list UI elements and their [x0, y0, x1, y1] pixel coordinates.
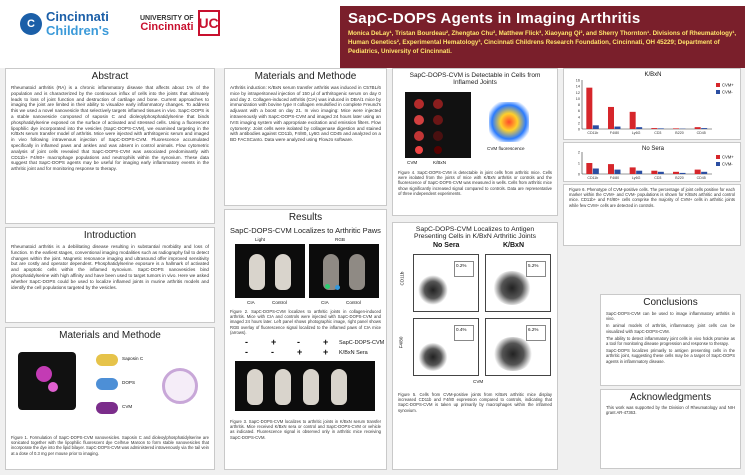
mouse-3 [303, 369, 319, 405]
flow-plot-kbxn-cd11b [485, 254, 551, 312]
x-tick-label: CD45 [696, 176, 706, 180]
results-panel [224, 209, 387, 470]
pm-row1-4: + [323, 337, 329, 348]
bar [630, 167, 636, 174]
bar [658, 128, 664, 129]
cch-logo-line2: Children's [46, 23, 110, 38]
abstract-text: Rheumatoid arthritis (RA) is a chronic inflammatory disease that affects about 1% of the population and is characterized by the continuous influx of cells into the joints that ultimately leads to loss of joint function and destruction of cartilage and bone. Current approaches to imaging the joint are limited in their ability to visualize early inflammatory changes. To address this we used a novel nanovesicle that selectively targets inflamed tissues in vivo. SapC-DOPS is a stable nanovesicle composed of saposin C and dioleoylphosphatidylserine that binds phosphatidylserine exposed on the surface of activated and stressed cells. Using a fluorescent lipophilic dye incorporated into the vesicles (SapC-DOPS-CVM), we examined targeting in the K/BxN serum transfer model of arthritis. Mice were injected with arthritogenic serum and imaged in vivo following intravenous injection of SapC-DOPS-CVM. Fluorescence accumulated specifically in inflamed paws and ankles and was absent in control animals. Flow cytometric analysis of joint cells revealed that SapC-DOPS-CVM was associated predominantly with CD11b+ F4/80+ macrophage populations and neutrophils within the synovium. These data suggest that SapC-DOPS agents may be useful for imaging early inflammatory events in the arthritic joint and for monitoring response to therapy. [11, 85, 209, 172]
cincinnati-childrens-logo [20, 10, 109, 38]
y-tick-label: 6 [577, 109, 580, 114]
bar [680, 173, 686, 174]
pm-row1-2: + [271, 337, 277, 348]
x-tick-label: CD3 [654, 176, 662, 180]
y-tick-label: 4 [577, 115, 580, 120]
figure6-caption-panel [563, 184, 741, 246]
figure1-caption: Figure 1. Formulation of SapC-DOPS-CVM nanovesicles. Saposin C and dioleoylphosphatidylserine are sonicated together with the lipophilic fluorescent dye CellVue Maroon to form stable nanovesicles that incorporate the dye into the lipid bilayer. SapC-DOPS-CVM was administered intravenously via the tail vein at a dose of 0.3 mg per mouse prior to imaging. [11, 435, 209, 456]
kbxn-photo [235, 361, 375, 411]
bar [630, 112, 636, 129]
flow-density [418, 275, 448, 305]
bar [608, 164, 614, 174]
rgb-column-label: RGB [335, 237, 345, 242]
conclusion-item: SapC-DOPS-CVM can be used to image inflammatory arthritis in vivo. [606, 311, 735, 322]
legend-swatch [716, 155, 720, 159]
apc-figure-panel [392, 222, 558, 470]
cells-row-label-cvm: CVM [407, 160, 418, 165]
x-tick-label: CD3 [654, 131, 662, 135]
introduction-text: Rheumatoid arthritis is a debilitating disease resulting in substantial morbidity and loss of function. In the earliest stages, conventional imaging modalities such as radiography fail to detect changes within the joint. Magnetic resonance imaging and ultrasound offer improved sensitivity but are costly and operator dependent. Phosphatidylserine exposure is a hallmark of activated and apoptotic cells within the inflamed synovium. SapC-DOPS nanovesicles bind phosphatidylserine with high affinity and have been used to target tumors in vivo. Here we asked whether SapC-DOPS could be used to localize inflamed joints in murine arthritis models and identify the cell populations targeted by the vesicles. [11, 244, 209, 290]
pm-row1-1: - [245, 337, 248, 348]
pm-row2-4: + [323, 347, 329, 358]
uc-logo-line1: UNIVERSITY OF [140, 15, 194, 22]
vesicle-diagram [162, 368, 198, 404]
y-tick-label: 1 [577, 161, 580, 166]
poster-title: SapC-DOPS Agents in Imaging Arthritis [348, 10, 641, 27]
no-sera-header: No Sera [433, 242, 460, 249]
figure5-caption: Figure 5. Cells from CVM-positive joints from K/BxN arthritic mice display increased CD11b and F4/80 expression compared to controls, indicating that SapC-DOPS-CVM is taken up primarily by macrophages within the inflamed synovium. [398, 392, 552, 413]
bar [615, 170, 621, 174]
signal-spot [325, 284, 330, 289]
light-column-label: Light [255, 237, 265, 242]
mouse-control [275, 254, 291, 290]
legend-swatch [716, 162, 720, 166]
rgb-photo [309, 244, 379, 298]
x-tick-label: CD11b [587, 131, 599, 135]
uc-logo-mark: UC [198, 10, 220, 36]
cells-figure-title: SapC-DOPS-CVM is Detectable in Cells from Inflamed Joints [409, 72, 541, 86]
well [433, 131, 443, 141]
x-tick-label: CD45 [696, 131, 706, 135]
legend-label: CVM+ [722, 82, 734, 88]
bar [636, 127, 642, 129]
mouse-cia [249, 254, 265, 290]
dops-icon [96, 378, 118, 390]
x-label-cvm: CVM [473, 379, 484, 384]
introduction-title: Introduction [83, 230, 137, 241]
abstract-title: Abstract [91, 71, 129, 82]
y-tick-label: 12 [575, 90, 580, 95]
gate-value: 0.4% [456, 327, 467, 332]
materials-methods-figure-panel [5, 327, 215, 470]
flow-plot-kbxn-f480 [485, 318, 551, 376]
mouse-control-rgb [349, 254, 365, 290]
x-tick-label: CD11b [587, 176, 599, 180]
flow-density [492, 337, 534, 371]
title-band [340, 6, 745, 68]
bar-chart-panel-kbxn [563, 68, 741, 140]
bar-chart-panel-nosera [563, 142, 741, 182]
kbxn-treatment-figure [225, 337, 386, 417]
uc-logo-line2: Cincinnati [140, 21, 194, 33]
cch-logo-line1: Cincinnati [46, 9, 109, 24]
gate-value: 0.2% [456, 263, 467, 268]
abstract-panel [5, 68, 215, 224]
bar [615, 127, 621, 129]
y-tick-label: 0 [577, 172, 580, 177]
x-tick-label: F4/80 [609, 176, 620, 180]
cells-figure [393, 86, 557, 168]
bar [701, 172, 707, 174]
pm-row2-1: - [245, 347, 248, 358]
conclusion-item: In animal models of arthritis, inflammatory joint cells can be visualized with SapC-DOPS-CVM. [606, 323, 735, 334]
mouse-1 [247, 369, 263, 405]
materials-methods-title-2: Materials and Methode [254, 71, 357, 82]
y-tick-label: 14 [575, 84, 580, 89]
bar [586, 163, 592, 174]
legend-swatch [716, 83, 720, 87]
kbxn-header: K/BxN [503, 242, 525, 249]
well-plate-image [405, 92, 471, 158]
pm-row2-3: + [297, 347, 303, 358]
nanovesicle-schematic [12, 344, 208, 430]
cells-figure-panel [392, 68, 558, 216]
conclusions-panel [600, 294, 741, 386]
poster-authors: Monica DeLay¹, Tristan Bourdeau², Zhengtao Chu², Matthew Flick³, Xiaoyang Qi², and Sherry Thornton¹. Divisions of Rheumatology¹, Human Genetics², Experimental Hematology³, Cincinnati Childrens Research Foundation, Cincinnati, OH 45229; Department of Pediatrics, University of Cincinnati. [348, 30, 737, 55]
nosera-bar-chart [564, 143, 741, 182]
saposin-c-icon [96, 354, 118, 366]
university-of-cincinnati-logo [140, 10, 220, 36]
figure6-caption: Figure 6. Phenotype of CVM-positive cells. The percentage of joint cells positive for each marker within the CVM+ and CVM- populations is shown for K/BxN arthritic and control mice. CD11b+ and F4/80+ cells comprise the majority of CVM+ cells in arthritic joints while few CVM+ cells are detected in controls. [569, 187, 735, 208]
legend-label: CVM+ [722, 154, 734, 160]
y-tick-label: 2 [577, 121, 580, 126]
bar [608, 107, 614, 129]
photo-label-control: Control [272, 300, 287, 305]
materials-methods-text-panel [224, 68, 387, 206]
conclusion-item: The ability to detect inflammatory joint cells in vivo holds promise as a tool for monitoring disease progression and response to therapy. [606, 335, 735, 347]
x-tick-label: B220 [675, 176, 684, 180]
header [0, 0, 745, 68]
y-tick-label: 0 [577, 127, 580, 132]
bar [651, 171, 657, 174]
well-plate-svg [405, 92, 471, 158]
mouse-4 [331, 369, 347, 405]
materials-methods-title: Materials and Methode [59, 330, 161, 341]
bar [658, 172, 664, 174]
x-tick-label: B220 [675, 131, 684, 135]
bar [651, 128, 657, 129]
schematic-label-saposin: Saposin C [122, 356, 144, 361]
y-label-cd11b: CD11b [399, 271, 405, 286]
figure4-caption: Figure 4. SapC-DOPS-CVM is detectable in joint cells from arthritic mice. Cells were isolated from the joints of mice with K/BxN arthritis or controls and the fluorescence of SapC-DOPS-CVM was measured in wells. Cells from arthritic mice show significantly increased signal compared to controls. Data are representative of three independent experiments. [398, 170, 552, 196]
pm-row1-3: - [297, 337, 300, 348]
figure3-caption: Figure 3. SapC-DOPS-CVM localizes to arthritic joints in K/BxN serum transfer arthritis. Mice received K/BxN sera or control and SapC-DOPS-CVM or vehicle as indicated. Fluorescence signal is observed only in arthritic mice receiving SapC-DOPS-CVM. [230, 419, 381, 440]
y-tick-label: 16 [575, 78, 580, 83]
y-tick-label: 8 [577, 103, 580, 107]
well [434, 146, 442, 154]
schematic-label-cvm: CVM [122, 404, 133, 409]
signal-spot [335, 285, 340, 290]
flow-plot-nosera-f480 [413, 318, 479, 376]
conclusions-title: Conclusions [643, 297, 698, 308]
gate-value: 6.2% [528, 327, 539, 332]
photo-label-control-rgb: Control [346, 300, 361, 305]
x-tick-label: F4/80 [609, 131, 620, 135]
legend-swatch [716, 90, 720, 94]
schematic-label-dops: DOPS [122, 380, 136, 385]
acknowledgments-panel [600, 389, 741, 469]
legend-label: CVM- [722, 89, 733, 95]
photo-label-cia-rgb: CIA [321, 300, 329, 305]
chart-title: K/BxN [644, 72, 662, 78]
flow-plot-nosera-cd11b [413, 254, 479, 312]
conclusion-item: SapC-DOPS localizes primarily to antigen presenting cells in the arthritic joint, suggesting these cells may be a target of SapC-DOPS agents in inflammatory disease. [606, 348, 735, 364]
fluorescence-heatmap [489, 102, 529, 142]
results-title: Results [288, 212, 323, 223]
figure2-caption: Figure 2. SapC-DOPS-CVM localizes to arthritic joints in collagen-induced arthritis. Mice with CIA and controls were injected with SapC-DOPS-CVM and imaged 24 hours later. Left panel shows photographic image, right panel shows RGB overlay of fluorescence signal localized to the inflamed paws of CIA mice (arrows). [230, 309, 381, 335]
well [433, 99, 443, 109]
legend-label: CVM- [722, 161, 733, 167]
bar [701, 128, 707, 129]
bar [593, 169, 599, 175]
well [415, 146, 423, 154]
cvm-dye-icon [96, 402, 118, 414]
flow-cytometry-figure [393, 240, 557, 390]
chart-title: No Sera [641, 146, 665, 152]
bar [695, 170, 701, 174]
acknowledgments-text: This work was supported by the Division of Rheumatology and NIH grant AR-47363. [606, 405, 735, 416]
vesicle-micrograph [18, 352, 76, 410]
apc-figure-title: SapC-DOPS-CVM Localizes to Antigen Presenting Cells in K/BxN Arthritic Joints [413, 226, 536, 240]
well [433, 115, 443, 125]
results-subtitle: SapC-DOPS-CVM Localizes to Arthritic Paws [230, 226, 381, 235]
pm-label-sapc: SapC-DOPS-CVM [339, 340, 385, 347]
x-tick-label: Ly6G [631, 131, 641, 135]
bar [593, 125, 599, 129]
flow-density [492, 271, 532, 305]
paw-imaging-figure [225, 237, 386, 307]
bar [673, 128, 679, 129]
bar [636, 171, 642, 174]
y-tick-label: 10 [575, 96, 580, 101]
introduction-panel [5, 227, 215, 323]
x-tick-label: Ly6G [631, 176, 641, 180]
pm-row2-2: - [271, 347, 274, 358]
materials-methods-text: Arthritis induction: K/BxN serum transfer arthritis was induced in C57BL/6 mice by intraperitoneal injection of 150 µl of arthritogenic serum on day 0 and day 2. Collagen-induced arthritis (CIA) was induced in DBA/1 mice by immunization with bovine type II collagen emulsified in complete Freund's adjuvant with a boost on day 21. In vivo imaging: Mice were injected intravenously with SapC-DOPS-CVM and imaged 24 hours later using an IVIS imaging system with appropriate excitation and emission filters. Flow cytometry: Joint cells were isolated by collagenase digestion and stained with antibodies against CD11b, F4/80, Ly6G and CD45 and analyzed on a BD FACSCanto. Data were analyzed using FlowJo software. [230, 85, 381, 143]
bar [695, 127, 701, 129]
kbxn-bar-chart [564, 69, 741, 140]
conclusions-list [601, 308, 740, 367]
bar [673, 172, 679, 174]
fluorescence-scale-label: CVM fluorescence [487, 146, 525, 151]
bar [586, 88, 592, 129]
well [414, 115, 424, 125]
light-photo [235, 244, 305, 298]
flow-density [418, 343, 448, 371]
y-label-f480: F4/80 [398, 336, 404, 349]
y-tick-label: 2 [577, 150, 580, 155]
pm-label-kbxn: K/BxN Sera [339, 350, 368, 357]
well [414, 131, 424, 141]
cch-logo-mark: C [20, 13, 42, 35]
mouse-2 [275, 369, 291, 405]
well [414, 99, 424, 109]
acknowledgments-title: Acknowledgments [629, 392, 712, 403]
cells-row-label-kbxn: K/BxN [433, 160, 447, 165]
photo-label-cia: CIA [247, 300, 255, 305]
gate-value: 5.2% [528, 263, 539, 268]
